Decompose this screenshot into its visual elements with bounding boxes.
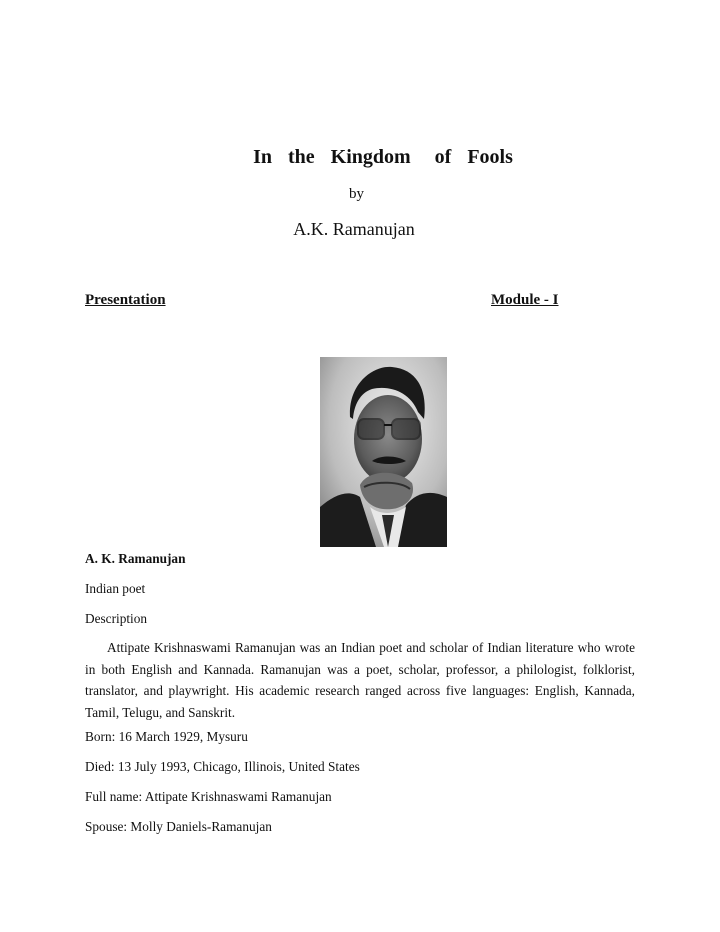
bio-full-name: Full name: Attipate Krishnaswami Ramanujan [85, 789, 332, 804]
bio-description: Attipate Krishnaswami Ramanujan was an Indian poet and scholar of Indian literature who wrote in both English and Kannada. Ramanujan was a poet, scholar, professor, a philologist, folklorist, translator, and playwright. His academic research ranged across five languages: English, Kannada, Tamil, Telugu, and Sanskrit. [85, 640, 635, 720]
bio-born: Born: 16 March 1929, Mysuru [85, 729, 248, 744]
bio-died: Died: 13 July 1993, Chicago, Illinois, United States [85, 759, 360, 774]
bio-occupation: Indian poet [85, 581, 146, 596]
bio-spouse: Spouse: Molly Daniels-Ramanujan [85, 819, 272, 834]
portrait-photo [320, 357, 447, 547]
byline: by [349, 186, 364, 202]
description-label: Description [85, 611, 148, 626]
portrait-image [320, 357, 447, 547]
document-title: In the Kingdom of Fools [253, 146, 513, 168]
presentation-heading: Presentation [85, 292, 166, 308]
module-heading: Module - I [491, 292, 559, 308]
bio-name: A. K. Ramanujan [85, 551, 186, 566]
author-name: A.K. Ramanujan [293, 219, 415, 239]
